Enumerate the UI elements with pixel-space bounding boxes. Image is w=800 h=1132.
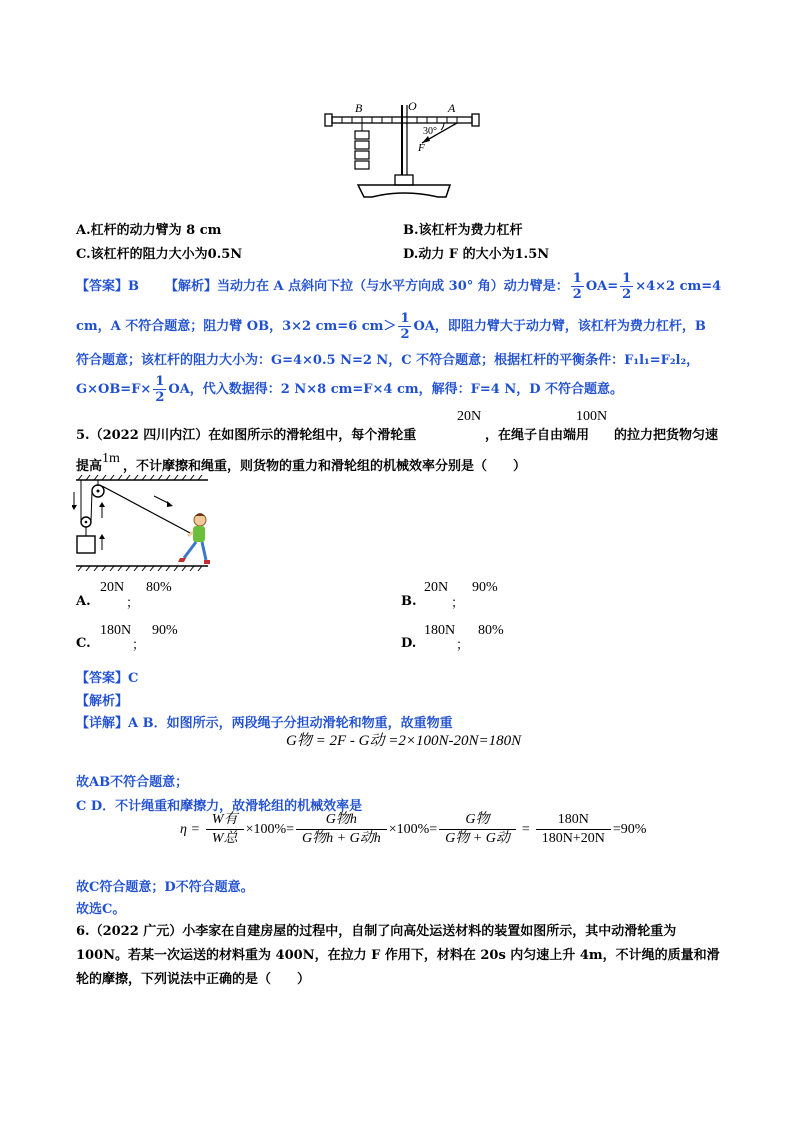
label-o: O <box>408 99 417 113</box>
q5-equation-2 <box>180 811 646 848</box>
stem-text: 提高 <box>76 459 103 474</box>
q6-line3: 轮的摩擦，下列说法中正确的是（ ） <box>76 972 311 987</box>
q4-option-a <box>76 219 221 238</box>
q5-stem-text-c: 的拉力把货物匀速 <box>614 428 719 443</box>
analysis-text: OA= <box>585 279 619 294</box>
q5-final: 故选C。 <box>76 902 126 917</box>
option-text: 该杠杆为费力杠杆 <box>418 223 523 238</box>
analysis-text: OA，即阻力臂大于动力臂，该杠杆为费力杠杆，B <box>413 319 706 334</box>
q4-analysis-line2 <box>76 312 706 341</box>
eq-fraction-g2: $\frac{\text{G物}}{\text{G物 + G动}}$ <box>439 811 516 848</box>
option-label: C. <box>76 247 91 262</box>
q5-option-d-sep: ； <box>456 638 470 653</box>
fraction-half: $\frac{1}{2}$ <box>155 374 165 405</box>
analysis-tag: 【解析】 <box>165 279 218 294</box>
q5-option-a-v2: 80% <box>146 580 172 595</box>
analysis-text: 符合题意；该杠杆的阻力大小为：G=4×0.5 N=2 N，C 不符合题意；根据杠杆的平衡条件：F₁l₁=F₂l₂， <box>76 353 700 368</box>
q5-equation-1: G物 = 2F - G动 =2×100N-20N=180N <box>286 733 522 749</box>
q4-analysis-line4 <box>76 375 623 404</box>
q5-stem-value-100n: 100N <box>576 409 608 424</box>
eq-fraction-num: $\frac{180N}{180N+20N}$ <box>536 811 611 848</box>
fraction-half: $\frac{1}{2}$ <box>572 271 582 302</box>
eq-fraction-g: $\frac{\text{G物h}}{\text{G物h + G动h}}$ <box>296 811 387 848</box>
analysis-text: OA，代入数据得：2 N×8 cm=F×4 cm，解得：F=4 N，D 不符合题意。 <box>168 382 624 397</box>
q5-cd-text: C D．不计绳重和摩擦力，故滑轮组的机械效率是 <box>76 799 363 814</box>
option-label: D. <box>403 247 419 262</box>
q4-option-d <box>403 243 549 262</box>
option-label: A. <box>76 223 91 238</box>
q5-conclusion-ab: 故AB不符合题意； <box>76 775 189 790</box>
analysis-text: G×OB=F× <box>76 382 152 397</box>
q5-option-b-sep: ； <box>451 596 465 611</box>
label-a: A <box>448 101 456 115</box>
option-label: B. <box>403 223 419 238</box>
eq-eta: η = <box>180 821 200 837</box>
eq-fraction-w: $\frac{\text{W有}}{\text{W总}}$ <box>206 811 244 848</box>
q5-stem-text-b: ，在绳子自由端用 <box>485 428 590 443</box>
q4-analysis-line3 <box>76 349 699 368</box>
q5-answer: 【答案】C <box>76 671 139 686</box>
fraction-half: $\frac{1}{2}$ <box>622 271 632 302</box>
option-text: 动力 F 的大小为1.5N <box>418 247 550 262</box>
q5-option-a-label: A. <box>76 594 91 609</box>
eq-part: ×100%= <box>245 821 295 837</box>
q5-option-d-v1: 180N <box>424 623 456 638</box>
q5-detail: 【详解】A B．如图所示，两段绳子分担动滑轮和物重，故重物重 <box>76 716 453 731</box>
q5-analysis: 【解析】 <box>76 694 129 709</box>
answer-tag: 【答案】B <box>76 279 139 294</box>
label-angle: 30° <box>423 126 437 137</box>
eq-part: =90% <box>612 821 647 837</box>
eq-part: ×100%= <box>388 821 438 837</box>
q5-option-a-v1: 20N <box>100 580 125 595</box>
eq-part: = <box>521 821 530 837</box>
q5-option-a-sep: ； <box>126 596 140 611</box>
q4-analysis-line1 <box>76 272 721 301</box>
q5-option-c-v2: 90% <box>152 623 178 638</box>
analysis-text: 当动力在 A 点斜向下拉（与水平方向成 30° 角）动力臂是： <box>217 279 569 294</box>
label-b: B <box>355 101 363 115</box>
analysis-text: cm，A 不符合题意；阻力臂 OB，3×2 cm=6 cm＞ <box>76 319 397 334</box>
q5-option-c-v1: 180N <box>100 623 132 638</box>
q4-option-b <box>403 219 523 238</box>
q5-option-d-label: D. <box>401 636 417 651</box>
analysis-text: ×4×2 cm=4 <box>635 279 722 294</box>
q5-option-c-sep: ； <box>132 638 146 653</box>
q5-stem-line1 <box>76 424 416 443</box>
label-f: F <box>418 142 425 154</box>
lever-figure <box>320 95 485 205</box>
option-text: 该杠杆的阻力大小为0.5N <box>90 247 243 262</box>
q5-option-c-label: C. <box>76 636 91 651</box>
q5-option-b-label: B. <box>401 594 417 609</box>
q6-line1: 6.（2022 广元）小李家在自建房屋的过程中，自制了向高处运送材料的装置如图所示，其中动滑轮重为 <box>76 924 677 939</box>
q5-conclusion-cd: 故C符合题意；D不符合题意。 <box>76 880 254 895</box>
q6-line2: 100N。若某一次运送的材料重为 400N，在拉力 F 作用下，材料在 20s 内匀速上升 4m，不计绳的质量和滑 <box>76 948 720 963</box>
q5-stem-value-1m: 1m <box>102 451 120 466</box>
q5-option-b-v2: 90% <box>472 580 498 595</box>
fraction-half: $\frac{1}{2}$ <box>400 311 410 342</box>
stem-text: 5.（2022 四川内江）在如图所示的滑轮组中，每个滑轮重 <box>76 428 417 443</box>
q5-stem-text-d: ，不计摩擦和绳重，则货物的重力和滑轮组的机械效率分别是（ ） <box>123 459 527 474</box>
q5-option-d-v2: 80% <box>478 623 504 638</box>
pulley-figure <box>72 474 212 576</box>
q4-option-c <box>76 243 242 262</box>
option-text: 杠杆的动力臂为 8 cm <box>90 223 222 238</box>
q5-stem-line2 <box>76 455 102 474</box>
q5-option-b-v1: 20N <box>424 580 449 595</box>
q5-stem-value-20n: 20N <box>457 409 482 424</box>
